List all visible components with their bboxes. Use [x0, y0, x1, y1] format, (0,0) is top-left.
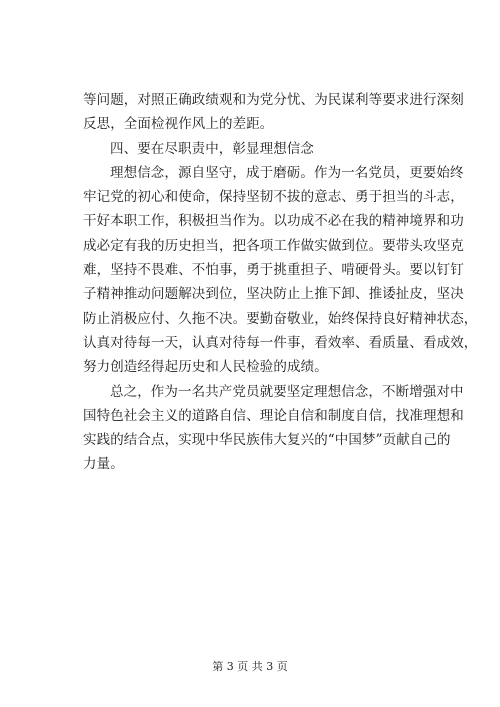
text-line: 等问题，对照正确政绩观和为党分忧、为民谋利等要求进行深刻 [83, 92, 464, 108]
text-line: 干好本职工作，积极担当作为。以功成不必在我的精神境界和功 [83, 213, 464, 230]
text-line: 理想信念，源自坚守，成于磨砺。作为一名党员，更要始终 [110, 164, 464, 181]
text-line: 四、要在尽职责中，彰显理想信念 [110, 140, 314, 157]
text-line: 防止消极应付、久拖不决。要勤奋敬业，始终保持良好精神状态， [83, 310, 478, 327]
page-footer: 第 3 页 共 3 页 [212, 660, 288, 673]
text-line: 认真对待每一天，认真对待每一件事，看效率、看质量、看成效， [83, 334, 478, 351]
text-line: 实践的结合点，实现中华民族伟大复兴的“中国梦”贡献自己的 [83, 432, 451, 449]
text-line: 牢记党的初心和使命，保持坚韧不拔的意志、勇于担当的斗志， [83, 189, 464, 206]
text-line: 总之，作为一名共产党员就要坚定理想信念，不断增强对中 [110, 383, 464, 400]
text-line: 子精神推动问题解决到位，坚决防止上推下卸、推诿扯皮，坚决 [83, 286, 464, 303]
text-line: 力量。 [83, 456, 124, 473]
text-line: 国特色社会主义的道路自信、理论自信和制度自信，找准理想和 [83, 407, 464, 424]
document-body [83, 88, 478, 477]
text-line: 反思，全面检视作风上的差距。 [83, 116, 274, 133]
text-line: 难，坚持不畏难、不怕事，勇于挑重担子、啃硬骨头。要以钉钉 [83, 262, 464, 279]
text-line: 努力创造经得起历史和人民检验的成绩。 [83, 359, 328, 376]
text-line: 成必定有我的历史担当，把各项工作做实做到位。要带头攻坚克 [83, 237, 464, 254]
